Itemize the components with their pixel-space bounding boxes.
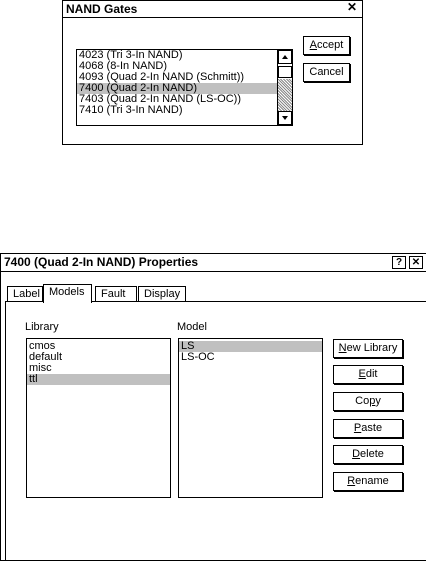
delete-hotkey: D xyxy=(352,448,361,460)
edit-button[interactable] xyxy=(333,365,403,384)
copy-label-pre: Co xyxy=(355,395,370,407)
copy-button[interactable] xyxy=(333,392,403,411)
cancel-button[interactable] xyxy=(303,63,350,82)
library-label: Library xyxy=(25,321,59,333)
list-item[interactable]: 7410 (Tri 3-In NAND) xyxy=(79,104,183,116)
rename-hotkey: R xyxy=(347,475,356,487)
properties-title: 7400 (Quad 2-In NAND) Properties xyxy=(4,255,199,269)
tab-panel-models xyxy=(5,301,426,561)
tab-label-text: Label xyxy=(13,288,40,300)
list-item-selected[interactable]: 7400 (Quad 2-In NAND) xyxy=(77,83,277,94)
list-item[interactable]: 7403 (Quad 2-In NAND (LS-OC)) xyxy=(79,93,241,105)
tab-display-text: Display xyxy=(144,288,181,300)
tab-models[interactable] xyxy=(43,284,92,303)
delete-button[interactable] xyxy=(333,445,403,464)
scroll-thumb[interactable] xyxy=(278,66,292,78)
tab-label[interactable] xyxy=(7,286,43,302)
scroll-up-icon[interactable] xyxy=(278,50,292,64)
accept-hotkey: A xyxy=(309,39,318,51)
list-item[interactable]: misc xyxy=(29,362,52,374)
close-icon[interactable]: ✕ xyxy=(409,256,423,269)
tab-models-text: Models xyxy=(49,286,85,298)
copy-label: y xyxy=(375,395,381,407)
copy-hotkey: p xyxy=(369,395,376,407)
list-item[interactable]: cmos xyxy=(29,340,56,352)
paste-button[interactable] xyxy=(333,419,403,438)
list-item[interactable]: 4093 (Quad 2-In NAND (Schmitt)) xyxy=(79,71,245,83)
model-label: Model xyxy=(177,321,207,333)
paste-hotkey: P xyxy=(353,422,362,434)
library-list[interactable] xyxy=(26,338,171,498)
rename-label: ename xyxy=(355,475,389,487)
list-item[interactable]: 4023 (Tri 3-In NAND) xyxy=(79,49,183,61)
help-icon[interactable]: ? xyxy=(392,256,406,269)
tab-display[interactable] xyxy=(138,286,186,302)
new-library-hotkey: N xyxy=(338,342,347,354)
cancel-label: Cancel xyxy=(309,66,344,78)
dialog-title: NAND Gates xyxy=(66,2,138,16)
accept-button[interactable] xyxy=(303,36,350,55)
tab-fault-text: Fault xyxy=(101,288,126,300)
close-icon[interactable]: ✕ xyxy=(346,0,358,14)
model-list[interactable] xyxy=(178,338,323,498)
delete-label: elete xyxy=(360,448,384,460)
properties-title-bar xyxy=(1,254,426,272)
scroll-down-icon[interactable] xyxy=(278,111,292,125)
list-item-selected[interactable]: LS xyxy=(179,341,322,352)
edit-label: dit xyxy=(365,368,378,380)
scroll-track[interactable] xyxy=(278,79,292,111)
nand-gates-dialog xyxy=(62,0,363,145)
edit-hotkey: E xyxy=(358,368,366,380)
properties-dialog xyxy=(0,253,426,561)
rename-button[interactable] xyxy=(333,472,403,491)
tab-fault[interactable] xyxy=(95,286,137,302)
gate-list[interactable] xyxy=(76,49,293,126)
list-item[interactable]: 4068 (8-In NAND) xyxy=(79,60,168,72)
list-item[interactable]: LS-OC xyxy=(181,351,215,363)
scrollbar[interactable] xyxy=(277,50,292,125)
list-item[interactable]: default xyxy=(29,351,63,363)
dialog-title-bar xyxy=(63,1,362,18)
paste-label: aste xyxy=(361,422,383,434)
new-library-label: ew Library xyxy=(346,342,398,354)
new-library-button[interactable] xyxy=(333,339,403,358)
list-item-selected[interactable]: ttl xyxy=(27,374,170,385)
accept-label: ccept xyxy=(317,39,344,51)
